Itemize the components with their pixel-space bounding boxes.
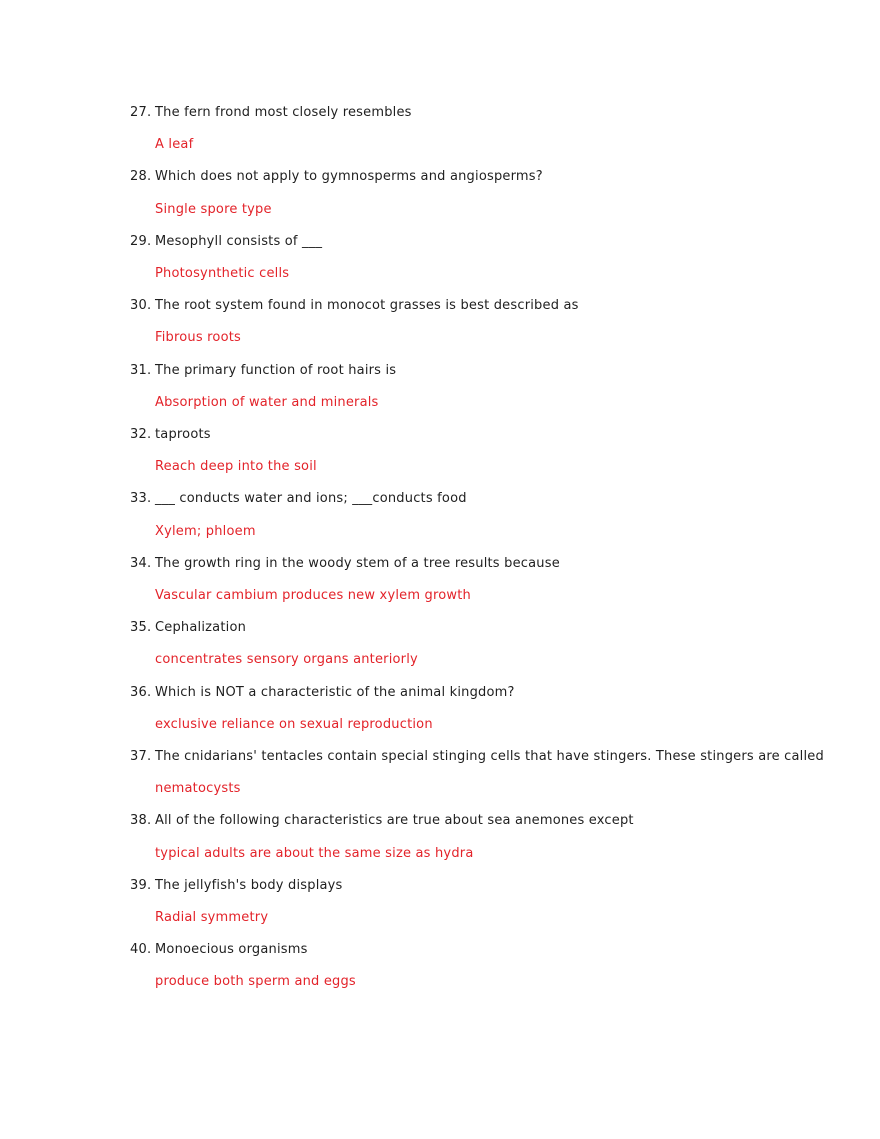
question-number: 27. (130, 105, 152, 120)
question-number: 30. (130, 298, 152, 314)
question-number: 39. (130, 877, 152, 893)
answer-text: concentrates sensory organs anteriorly (155, 652, 418, 668)
question-text: Mesophyll consists of ___ (155, 233, 323, 249)
question-item (130, 677, 790, 741)
question-text: Monoecious organisms (155, 942, 308, 958)
question-number: 28. (130, 169, 152, 185)
question-text: The jellyfish's body displays (155, 877, 343, 893)
question-item (130, 483, 790, 547)
question-item (130, 870, 790, 934)
answer-text: Reach deep into the soil (155, 459, 317, 475)
question-item (130, 97, 790, 161)
question-number: 38. (130, 813, 152, 829)
question-text: The primary function of root hairs is (155, 362, 397, 378)
answer-text: Single spore type (155, 201, 272, 217)
answer-text: Fibrous roots (155, 330, 241, 346)
question-line (130, 419, 790, 451)
answer-text: Vascular cambium produces new xylem growth (155, 588, 471, 604)
answer-text: exclusive reliance on sexual reproduction (155, 716, 433, 732)
question-item (130, 161, 790, 225)
question-item (130, 548, 790, 612)
question-item (130, 226, 790, 290)
question-text: The root system found in monocot grasses is best described as (155, 298, 579, 314)
question-line (130, 548, 790, 580)
question-number: 29. (130, 233, 152, 249)
question-text: All of the following characteristics are true about sea anemones except (155, 813, 634, 829)
question-text: Cephalization (155, 620, 247, 636)
question-line (130, 97, 790, 129)
answer-text: nematocysts (155, 781, 241, 797)
answer-text: Absorption of water and minerals (155, 394, 379, 410)
answer-text: Photosynthetic cells (155, 266, 290, 282)
answer-text: A leaf (155, 137, 194, 153)
question-line (130, 161, 790, 193)
question-text: The growth ring in the woody stem of a tree results because (155, 555, 560, 571)
answer-text: typical adults are about the same size as hydra (155, 845, 474, 861)
question-line (130, 355, 790, 387)
question-list (130, 97, 824, 999)
question-line (130, 870, 790, 902)
question-number: 36. (130, 684, 152, 700)
question-item (130, 805, 790, 869)
question-line (130, 226, 790, 258)
question-line (130, 934, 790, 966)
question-line (130, 805, 790, 837)
question-number: 35. (130, 620, 152, 636)
question-text: Which does not apply to gymnosperms and angiosperms? (155, 169, 543, 185)
question-item (130, 290, 790, 354)
question-line (130, 290, 790, 322)
question-item (130, 612, 790, 676)
question-number: 31. (130, 362, 152, 378)
question-number: 32. (130, 427, 152, 443)
answer-text: produce both sperm and eggs (155, 974, 356, 990)
question-item (130, 355, 790, 419)
question-item (130, 934, 790, 998)
question-number: 33. (130, 491, 152, 507)
question-text: ___ conducts water and ions; ___conducts food (155, 491, 467, 507)
answer-text: Xylem; phloem (155, 523, 256, 539)
question-line (130, 677, 790, 709)
question-line (130, 483, 790, 515)
question-item (130, 741, 824, 805)
question-text: taproots (155, 427, 211, 443)
question-item (130, 419, 790, 483)
question-line (130, 612, 790, 644)
question-number: 40. (130, 942, 152, 958)
answer-text: Radial symmetry (155, 910, 269, 926)
question-line (130, 741, 824, 773)
question-text: The fern frond most closely resembles (155, 105, 412, 120)
question-number: 34. (130, 555, 152, 571)
question-text: Which is NOT a characteristic of the animal kingdom? (155, 684, 515, 700)
question-number: 37. (130, 749, 152, 765)
question-text: The cnidarians' tentacles contain special stinging cells that have stingers. These stingers are called (155, 749, 824, 765)
